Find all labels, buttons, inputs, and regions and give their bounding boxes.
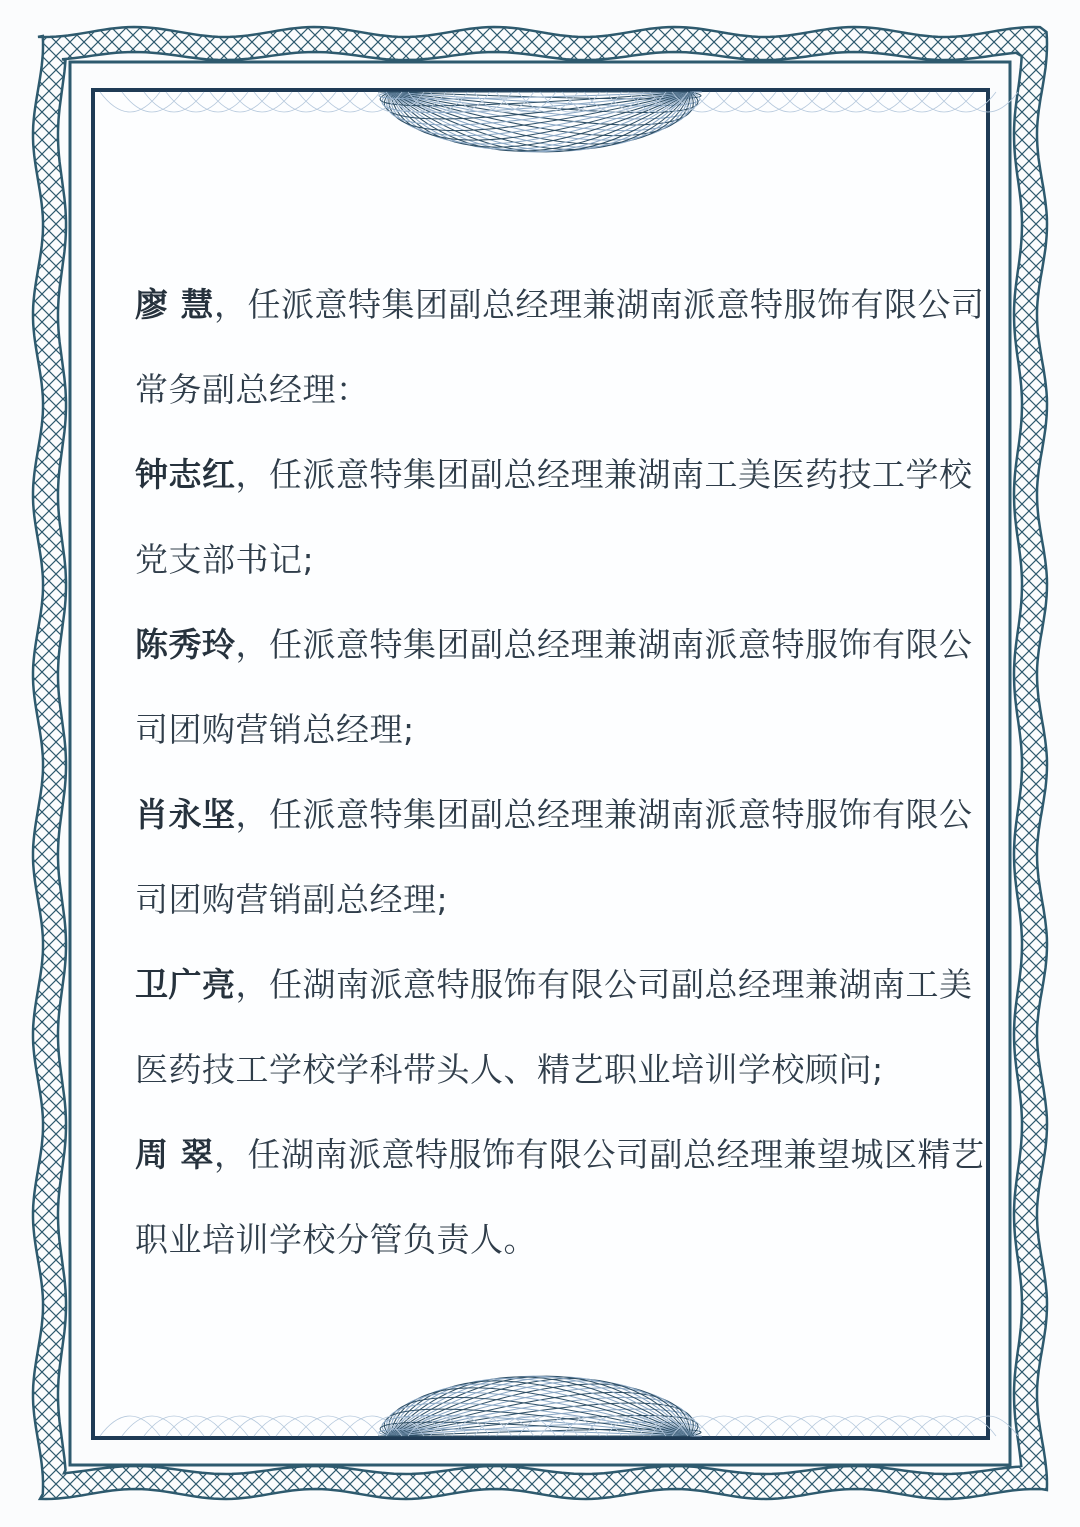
entry-line <box>135 1220 537 1260</box>
person-name: 廖 慧 <box>135 285 214 324</box>
entry-line <box>135 540 314 580</box>
entry-text: 司团购营销总经理; <box>135 710 415 749</box>
entry-line <box>135 285 985 325</box>
entry-line <box>135 965 973 1005</box>
entry-line <box>135 1050 884 1090</box>
person-name: 钟志红 <box>135 455 236 494</box>
entry-text: ，任湖南派意特服饰有限公司副总经理兼望城区精艺 <box>214 1135 985 1174</box>
entry-text: 司团购营销副总经理; <box>135 880 449 919</box>
entry-text: ，任派意特集团副总经理兼湖南工美医药技工学校 <box>235 455 973 494</box>
entry-line <box>135 710 415 750</box>
entry-text: ，任派意特集团副总经理兼湖南派意特服饰有限公司 <box>214 285 985 324</box>
entry-line <box>135 1135 985 1175</box>
entry-text: 党支部书记; <box>135 540 315 579</box>
entry-text: ，任派意特集团副总经理兼湖南派意特服饰有限公 <box>235 625 973 664</box>
person-name: 周 翠 <box>135 1135 214 1174</box>
entry-line <box>135 625 973 665</box>
entry-line <box>135 455 973 495</box>
entry-text: ，任湖南派意特服饰有限公司副总经理兼湖南工美 <box>235 965 973 1004</box>
entry-line <box>135 370 370 410</box>
entry-line <box>135 795 973 835</box>
entry-text: 医药技工学校学科带头人、精艺职业培训学校顾问; <box>135 1050 884 1089</box>
person-name: 陈秀玲 <box>135 625 236 664</box>
entry-text: ，任派意特集团副总经理兼湖南派意特服饰有限公 <box>235 795 973 834</box>
person-name: 肖永坚 <box>135 795 236 834</box>
person-name: 卫广亮 <box>135 965 236 1004</box>
entry-text: 常务副总经理： <box>135 370 370 409</box>
entry-line <box>135 880 448 920</box>
entry-text: 职业培训学校分管负责人。 <box>135 1220 537 1259</box>
